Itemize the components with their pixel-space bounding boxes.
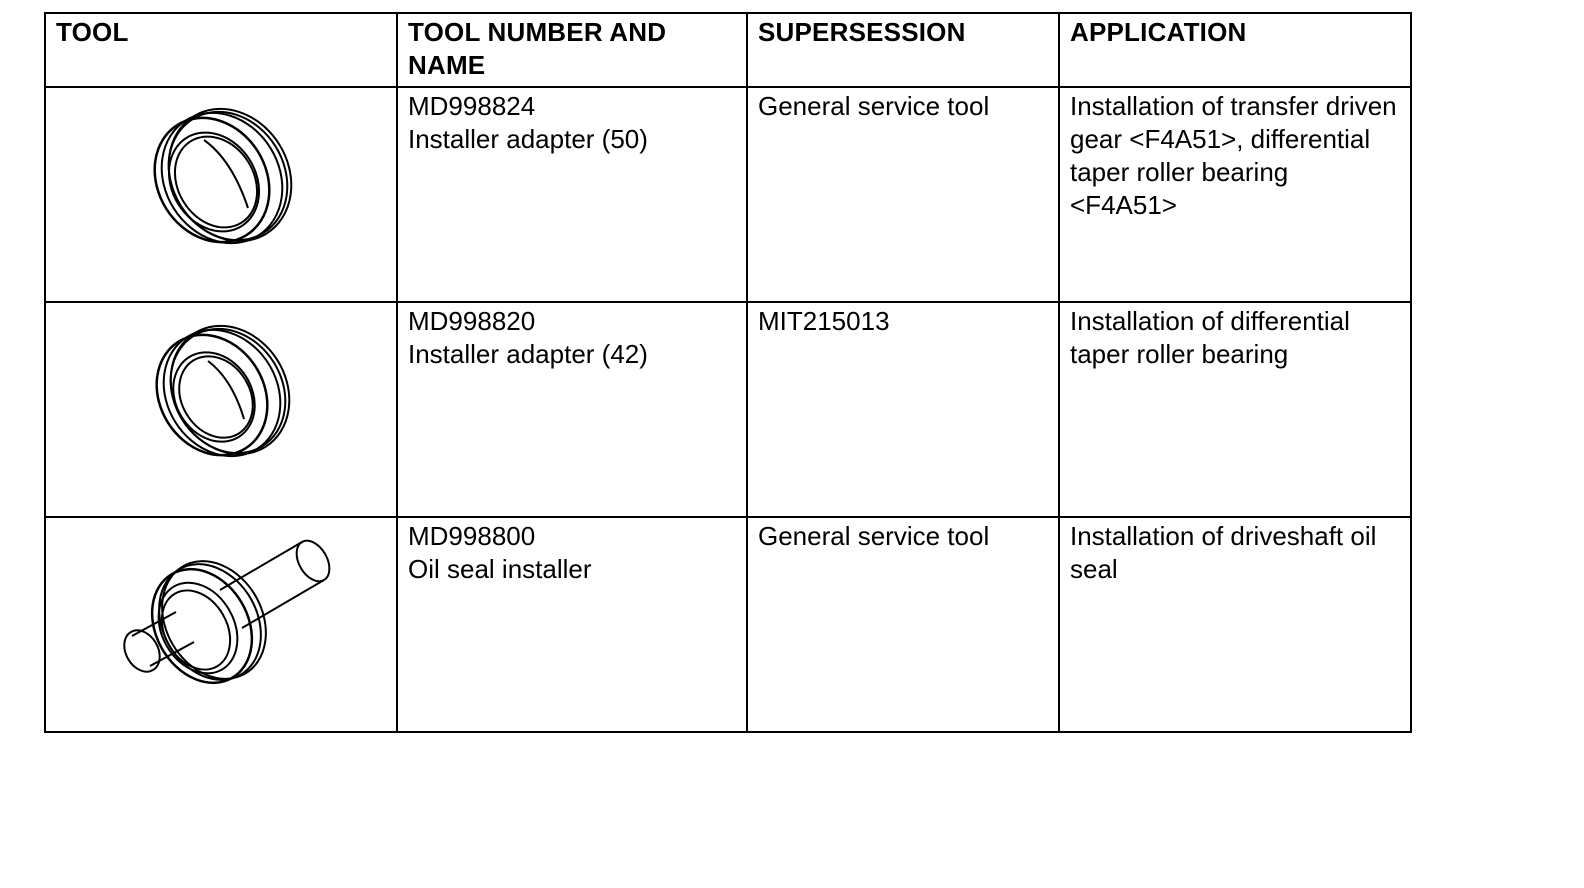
special-tools-table — [44, 12, 1412, 733]
supersession-cell: MIT215013 — [747, 302, 1059, 517]
installer-adapter-ring-icon — [132, 305, 312, 475]
table-row — [45, 517, 1411, 732]
table-row — [45, 302, 1411, 517]
tool-number: MD998824 — [408, 91, 536, 121]
tool-name: Installer adapter (50) — [408, 124, 648, 154]
tool-image-cell — [45, 302, 397, 517]
tool-number-name-cell — [397, 87, 747, 302]
application-cell: Installation of transfer driven gear <F4A51>, differential taper roller bearing <F4A51> — [1059, 87, 1411, 302]
installer-adapter-ring-icon — [132, 90, 312, 260]
tool-image-cell — [45, 87, 397, 302]
tool-number-name-cell — [397, 302, 747, 517]
supersession-cell: General service tool — [747, 87, 1059, 302]
tool-image-cell — [45, 517, 397, 732]
header-row — [45, 13, 1411, 87]
tool-number: MD998820 — [408, 306, 536, 336]
tool-name: Oil seal installer — [408, 554, 592, 584]
tool-name: Installer adapter (42) — [408, 339, 648, 369]
application-cell: Installation of differential taper roller bearing — [1059, 302, 1411, 517]
application-cell: Installation of driveshaft oil seal — [1059, 517, 1411, 732]
header-application: APPLICATION — [1059, 13, 1411, 87]
header-tool-number-and-name: TOOL NUMBER AND NAME — [397, 13, 747, 87]
header-supersession: SUPERSESSION — [747, 13, 1059, 87]
header-tool: TOOL — [45, 13, 397, 87]
oil-seal-installer-icon — [102, 520, 342, 700]
tool-number-name-cell — [397, 517, 747, 732]
table-row — [45, 87, 1411, 302]
supersession-cell: General service tool — [747, 517, 1059, 732]
tool-number: MD998800 — [408, 521, 536, 551]
